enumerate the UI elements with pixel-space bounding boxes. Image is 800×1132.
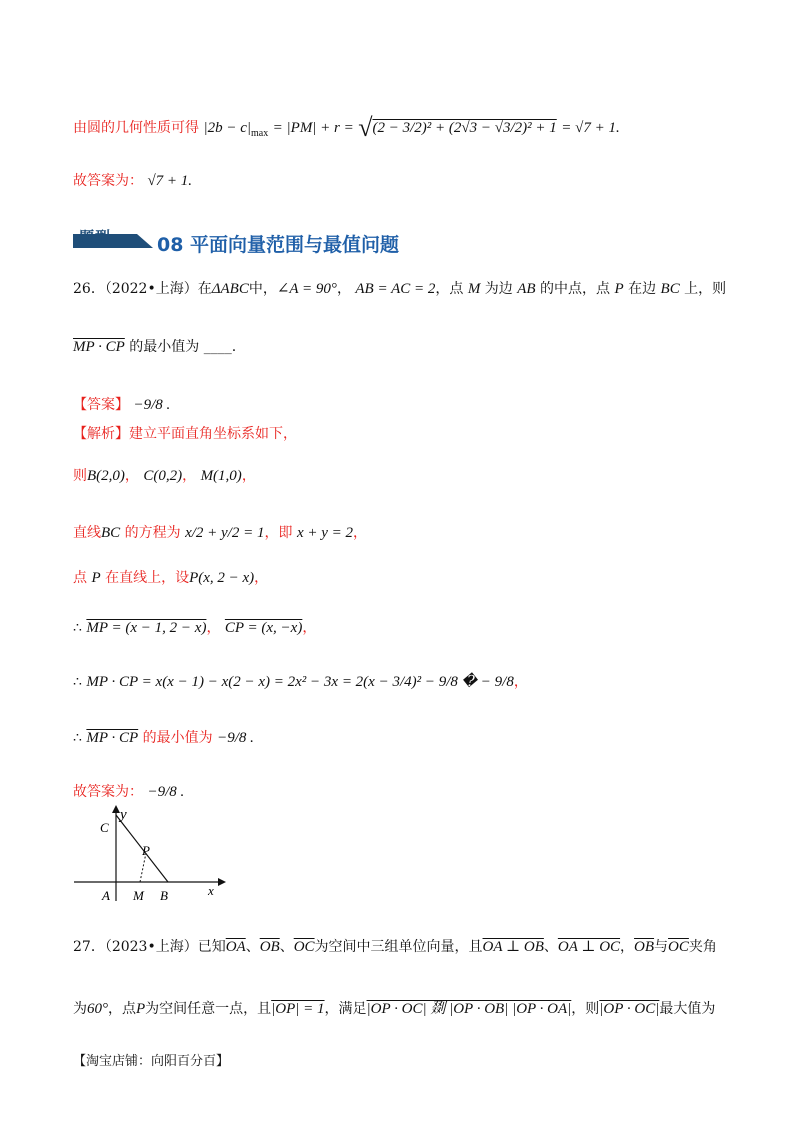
q27-sep-2: 、: [279, 939, 294, 955]
answer-value-1: √7 + 1.: [147, 173, 193, 189]
q26-equality: AB = AC = 2: [355, 281, 436, 297]
line-answer-1: [73, 171, 192, 191]
line-bc-mid: 的方程为: [124, 525, 181, 541]
analysis-line: [73, 424, 297, 444]
q27-text-j: ，则: [571, 1001, 600, 1017]
point-p-prefix: 点: [73, 570, 87, 586]
q27-sep-3: 、: [543, 939, 558, 955]
label-a: A: [102, 888, 110, 903]
minval-expr: MP · CP: [86, 730, 139, 746]
expr-result: = √7 + 1.: [561, 120, 620, 136]
q27-text-b: 为空间中三组单位向量，且: [314, 939, 483, 955]
line-bc-eq: x/2 + y/2 = 1: [185, 525, 265, 541]
q27-sep-1: 、: [245, 939, 260, 955]
minval-mid: 的最小值为: [142, 730, 213, 746]
coord-c: C(0,2): [143, 468, 183, 484]
q26-text-a: 26．（2022•上海）在: [73, 281, 212, 297]
q26-segment-bc: BC: [660, 281, 680, 297]
q27-angle: 60°: [87, 1001, 108, 1017]
final-label: 故答案为：: [73, 784, 143, 800]
q27-text-h: 为空间任意一点，且: [145, 1001, 272, 1017]
vectors-therefore: ∴: [73, 620, 82, 636]
analysis-label: 【解析】: [73, 426, 129, 442]
q26-text-h: 的最小值为: [129, 339, 200, 355]
coords-sep-2: ，: [182, 468, 197, 484]
label-p: P: [142, 843, 150, 858]
answer-value: −9/8 .: [133, 397, 171, 413]
q27-text-d: 与: [654, 939, 669, 955]
point-p-expr: P(x, 2 − x): [189, 570, 255, 586]
final-answer-line: [73, 782, 184, 802]
q27-perp-2: OA ⊥ OC: [557, 939, 621, 955]
line-bc-label: BC: [101, 525, 121, 541]
coordinate-figure: [70, 805, 230, 905]
q27-line2: [73, 999, 715, 1019]
q27-vec-ob: $\overline{OB}$: [259, 939, 280, 955]
section-tag: 题型: [79, 228, 112, 246]
q27-vec-ob-2: $\overline{OB}$: [634, 939, 655, 955]
label-x: x: [208, 883, 214, 898]
vectors-end: ，: [302, 620, 317, 636]
q26-text-c: ，点: [435, 281, 464, 297]
expr-subscript: max: [250, 127, 269, 139]
q26-text-d: 为边: [484, 281, 513, 297]
footer-shop: 【淘宝店铺：向阳百分百】: [73, 1054, 230, 1069]
q26-line1: [73, 279, 726, 299]
sqrt-sign-icon: √: [358, 113, 373, 142]
dot-expr: MP · CP = x(x − 1) − x(2 − x) = 2x² − 3x = 2(x − 3/4)² − 9/8 � − 9/8: [86, 674, 514, 690]
q26-sep1: ，: [336, 281, 351, 297]
q27-text-e: 夹角: [688, 939, 717, 955]
x-axis-arrow-icon: [218, 878, 226, 886]
coord-b: B(2,0): [87, 468, 125, 484]
dot-therefore: ∴: [73, 674, 82, 690]
q27-vec-oc-2: $\overline{OC}$: [668, 939, 689, 955]
dot-end: ，: [513, 674, 528, 690]
point-p-end: ，: [254, 570, 269, 586]
q26-text-b: 中，: [248, 281, 277, 297]
section-banner: [73, 230, 753, 260]
q26-text-f: 在边: [628, 281, 657, 297]
radicand: (2 − 3/2)² + (2√3 − √3/2)² + 1: [372, 120, 557, 136]
vectors-line: [73, 618, 316, 638]
q26-text-g: 上，则: [684, 281, 727, 297]
point-p-label: P: [91, 570, 101, 586]
label-y: y: [120, 807, 127, 823]
q27-text-a: 27．（2023•上海）已知: [73, 939, 226, 955]
vector-cp: CP = (x, −x): [224, 620, 303, 636]
minval-value: −9/8 .: [217, 730, 254, 746]
line-bc-prefix: 直线: [73, 525, 101, 541]
label-m: M: [133, 888, 144, 903]
coords-line: [73, 466, 256, 486]
final-value: −9/8 .: [147, 784, 185, 800]
answer-label: 【答案】: [73, 397, 129, 413]
geometry-label: 由圆的几何性质可得: [73, 120, 199, 136]
dot-product-line: [73, 672, 528, 692]
y-axis-arrow-icon: [112, 805, 120, 813]
point-p-line: [73, 568, 268, 588]
q26-triangle: ΔABC: [211, 281, 249, 297]
q26-blank: ____.: [203, 339, 237, 355]
q27-abs-op: |OP| = 1: [271, 1001, 325, 1017]
q26-point-m: M: [467, 281, 481, 297]
q27-perp-1: OA ⊥ OB: [482, 939, 544, 955]
section-title: 08 平面向量范围与最值问题: [157, 234, 400, 256]
line-geometry-result: [73, 113, 620, 144]
q27-target: |OP · OC|: [599, 1001, 660, 1017]
answer-line: [73, 395, 170, 415]
q26-vector-expr: MP · CP: [73, 339, 125, 355]
q27-vec-oa: $\overline{OA}$: [225, 939, 246, 955]
q27-text-f: 为: [73, 1001, 87, 1017]
label-c: C: [100, 820, 109, 835]
q27-text-g: ，点: [108, 1001, 136, 1017]
coords-sep-1: ，: [124, 468, 139, 484]
coords-prefix: 则: [73, 468, 87, 484]
q27-condition: |OP · OC| 剟 |OP · OB| |OP · OA|: [366, 1001, 572, 1017]
vector-mp: MP = (x − 1, 2 − x): [86, 620, 207, 636]
coords-sep-3: ，: [241, 468, 256, 484]
coord-m: M(1,0): [200, 468, 242, 484]
line-bc-sep: ，即: [264, 525, 293, 541]
line-bc-equation: [73, 523, 367, 543]
expr-mid: = |PM| + r =: [272, 120, 354, 136]
q26-text-e: 的中点，点: [540, 281, 610, 297]
line-bc-end: ，: [353, 525, 367, 541]
q27-text-c: ，: [620, 939, 635, 955]
line-bc-eq2: x + y = 2: [296, 525, 353, 541]
label-b: B: [160, 888, 168, 903]
q26-point-p: P: [614, 281, 624, 297]
minval-therefore: ∴: [73, 730, 82, 746]
analysis-text: 建立平面直角坐标系如下，: [129, 426, 297, 442]
q26-angle: ∠A = 90°: [276, 281, 337, 297]
q27-vec-oc: $\overline{OC}$: [293, 939, 315, 955]
min-value-line: [73, 728, 254, 748]
q26-line2: [73, 337, 236, 357]
q26-segment-ab: AB: [517, 281, 536, 297]
point-p-mid: 在直线上，设: [105, 570, 190, 586]
vectors-sep: ，: [206, 620, 221, 636]
q27-text-k: 最大值为: [659, 1001, 716, 1017]
answer-label-1: 故答案为：: [73, 173, 143, 189]
q27-point-p: P: [136, 1001, 146, 1017]
q27-line1: [73, 937, 717, 957]
expr-left: |2b − c|: [203, 120, 251, 136]
q27-text-i: ，满足: [324, 1001, 367, 1017]
